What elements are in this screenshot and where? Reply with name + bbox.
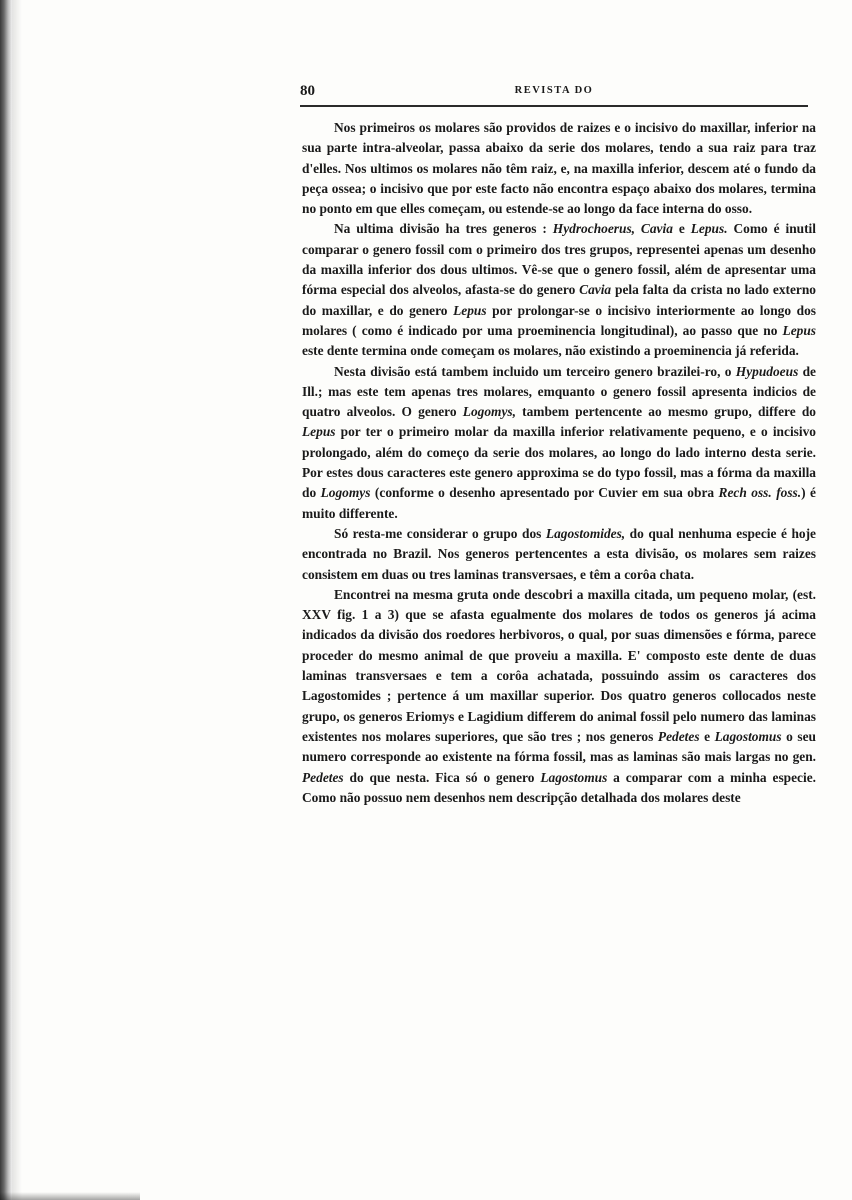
genus-name: Pedetes (302, 769, 344, 785)
paragraph-text: (conforme o desenho apresentado por Cuvier em sua obra (370, 485, 719, 501)
page-bottom-shadow (0, 1192, 140, 1200)
paragraph-text: por prolongar-se o incisivo interiormente ao longo dos molares ( como é indicado por uma proeminencia longitudinal), ao passo que no (302, 302, 816, 338)
paragraph-text: pela falta da crista no lado externo do maxillar, e do genero (302, 282, 817, 318)
group-name: Lagostomides, (545, 525, 626, 541)
genus-name: Hypudoeus (735, 363, 799, 379)
paragraph-1 (302, 118, 816, 219)
genus-name: Pedetes (657, 728, 700, 744)
binding-shadow (12, 0, 22, 1200)
genus-name: Cavia (579, 282, 612, 298)
genus-name: Logomys (320, 485, 371, 501)
genus-name: Lagostomus (540, 769, 608, 785)
paragraph-text: o seu numero corresponde ao existente na fórma fossil, mas as laminas são mais largas no gen. (302, 728, 816, 765)
genus-name: Lepus. (690, 221, 728, 237)
paragraph-text: Nos primeiros os molares são providos de raizes e o incisivo do maxillar, inferior na sua parte intra-alveolar, passa abaixo da serie dos molares, tendo a sua raiz para traz d'elles. Nos ultimos os molares não têm raiz, e, na maxilla inferior, descem até o fundo da peça ossea; o incisivo que por este facto não encontra espaço abaixo dos molares, termina no ponto em que elles começam, ou estende-se ao longo da face interna do osso. (302, 120, 816, 217)
genus-name: Hydrochoerus, Cavia (552, 221, 673, 237)
paragraph-text: ) é muito differente. (302, 485, 816, 521)
paragraph-text: e (672, 221, 691, 237)
paragraph-5 (302, 585, 816, 808)
paragraph-3 (302, 362, 816, 524)
genus-name: Lepus (453, 302, 487, 318)
paragraph-text: do que nesta. Fica só o genero (343, 769, 541, 785)
header-rule (300, 105, 808, 107)
paragraph-text: por ter o primeiro molar da maxilla inferior relativamente pequeno, e o incisivo prolongado, além do começo da serie dos molares, ao longo do lado interno desta serie. Por estes dous caracteres este genero approxima se do typo fossil, mas a fórma da maxilla do (302, 424, 816, 501)
paragraph-text: a comparar com a minha especie. Como não possuo nem desenhos nem descripção detalhada dos molares deste (302, 769, 816, 805)
work-title: Rech oss. foss. (718, 485, 802, 501)
paragraph-text: Na ultima divisão ha tres generos : (334, 221, 553, 237)
running-head: REVISTA DO (514, 85, 594, 96)
genus-name: Lagostomus (714, 728, 782, 744)
genus-name: Logomys, (462, 404, 516, 420)
paragraph-text: Só resta-me considerar o grupo dos (334, 525, 546, 541)
paragraph-text: este dente termina onde começam os molares, não existindo a proeminencia já referida. (302, 343, 799, 359)
paragraph-4 (302, 524, 816, 585)
paragraph-text: Encontrei na mesma gruta onde descobri a maxilla citada, um pequeno molar, (est. XXV fig. 1 a 3) que se afasta egualmente dos molares de todos os generos já acima indicados da divisão dos roedores herbivoros, o qual, por suas dimensões e fórma, parece proceder do mesmo animal de que proveiu a maxilla. E' composto este dente de duas laminas transversaes e tem a corôa achatada, possuindo assim os caracteres dos Lagostomides ; pertence á um maxillar superior. Dos quatro generos collocados neste grupo, os generos Eriomys e Lagidium differem do animal fossil pelo numero das laminas existentes nos molares superiores, que são tres ; nos generos (302, 586, 816, 744)
paragraph-text: Como é inutil comparar o genero fossil com o primeiro dos tres grupos, representei apenas um desenho da maxilla inferior dos dous ultimos. Vê-se que o genero fossil, além de apresentar uma fórma especial dos alveolos, afasta-se do genero (302, 221, 816, 298)
paragraph-text: e (699, 728, 715, 744)
genus-name: Lepus (782, 322, 816, 338)
page-number: 80 (300, 83, 315, 99)
page-header (300, 83, 808, 103)
binding-edge (0, 0, 12, 1200)
paragraph-2 (302, 219, 816, 361)
paragraph-text: tambem pertencente ao mesmo grupo, differe do (515, 404, 816, 420)
genus-name: Lepus (302, 424, 336, 440)
paragraph-text: de Ill.; mas este tem apenas tres molares, emquanto o genero fossil apresenta indicios de quatro alveolos. O genero (302, 363, 816, 420)
paragraph-text: do qual nenhuma especie é hoje encontrada no Brazil. Nos generos pertencentes a esta divisão, os molares sem raizes consistem em duas ou tres laminas transversaes, e têm a corôa chata. (302, 525, 817, 582)
paragraph-text: Nesta divisão está tambem incluido um terceiro genero brazilei-ro, o (334, 363, 736, 379)
body-text (302, 118, 816, 808)
